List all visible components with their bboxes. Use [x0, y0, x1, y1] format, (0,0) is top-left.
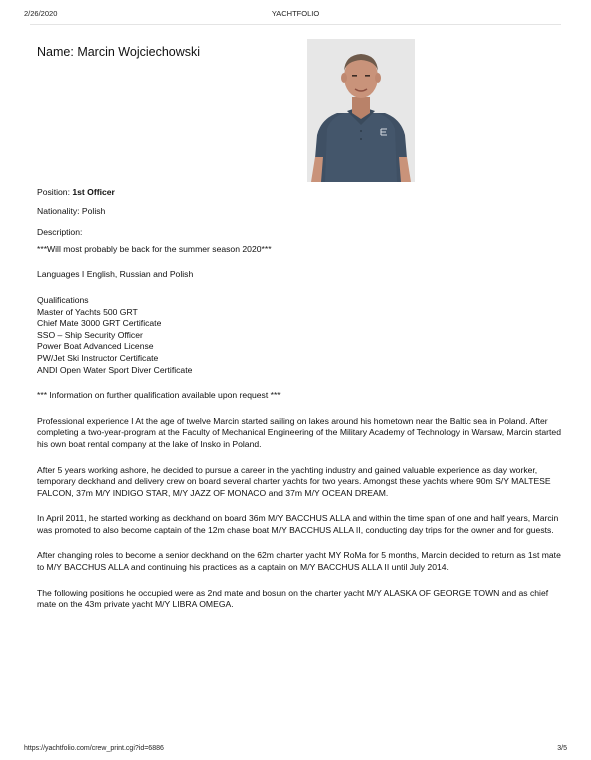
- crew-portrait-image: [307, 39, 415, 182]
- position-label: Position:: [37, 187, 70, 197]
- qualifications-title: Qualifications: [37, 294, 89, 305]
- print-header: [24, 9, 567, 21]
- qualification-item: SSO – Ship Security Officer: [37, 329, 143, 340]
- name-label: Name:: [37, 45, 74, 59]
- qualification-item: PW/Jet Ski Instructor Certificate: [37, 352, 159, 363]
- qualifications-section: [37, 295, 562, 376]
- position-line: [37, 187, 562, 199]
- crew-details: [37, 187, 562, 611]
- page-url: https://yachtfolio.com/crew_print.cgi?id=6886: [24, 745, 164, 752]
- header-divider: [30, 24, 561, 25]
- qualification-item: ANDI Open Water Sport Diver Certificate: [37, 364, 193, 375]
- crew-name: [37, 45, 200, 59]
- experience-paragraph: The following positions he occupied were as 2nd mate and bosun on the charter yacht M/Y ALASKA OF GEORGE TOWN and as chief mate on the 43m private yacht M/Y LIBRA OMEGA.: [37, 587, 549, 610]
- availability-note: ***Will most probably be back for the summer season 2020***: [37, 243, 272, 254]
- name-value: Marcin Wojciechowski: [77, 45, 201, 59]
- description-label: Description:: [37, 227, 83, 238]
- nationality-line: Nationality: Polish: [37, 205, 106, 216]
- further-info-note: *** Information on further qualification available upon request ***: [37, 390, 281, 401]
- print-date: 2/26/2020: [24, 9, 58, 18]
- qualification-item: Chief Mate 3000 GRT Certificate: [37, 318, 162, 329]
- experience-paragraph: After changing roles to become a senior deckhand on the 62m charter yacht MY RoMa for 5 months, Marcin decided to return as 1st mate to M/Y BACCHUS ALLA and continuing his practices as a captain on M/Y BACCHUS ALLA II until July 2014.: [37, 550, 561, 573]
- experience-paragraph: In April 2011, he started working as deckhand on board 36m M/Y BACCHUS ALLA and within the time span of one and half years, Marcin was promoted to also become captain of the 12m chase boat M/Y BACCHUS ALLA II, conducting day trips for the owner and for guests.: [37, 513, 559, 535]
- page-number: 3/5: [557, 745, 567, 752]
- print-site-title: YACHTFOLIO: [271, 9, 320, 18]
- languages-line: Languages I English, Russian and Polish: [37, 269, 194, 280]
- experience-paragraph: After 5 years working ashore, he decided to pursue a career in the yachting industry and gained valuable experience as day worker, temporary deckhand and delivery crew on board several charter yachts for two years. Amongst these yachts where 90m S/Y MALTESE FALCON, 37m M/Y INDIGO STAR, M/Y JAZZ OF MONACO and 37m M/Y OCEAN DREAM.: [37, 464, 551, 498]
- qualification-item: Power Boat Advanced License: [37, 341, 154, 352]
- experience-paragraph: Professional experience I At the age of twelve Marcin started sailing on lakes around his hometown near the Baltic sea in Poland. After completing a two-year-program at the Faculty of Mechanical Engineering of the Military Academy of Technology in Warsaw, Marcin started his own boat rental company at the lake of Insko in Poland.: [37, 415, 561, 449]
- qualification-item: Master of Yachts 500 GRT: [37, 306, 138, 317]
- position-value: 1st Officer: [72, 187, 115, 197]
- crew-photo: [307, 39, 415, 182]
